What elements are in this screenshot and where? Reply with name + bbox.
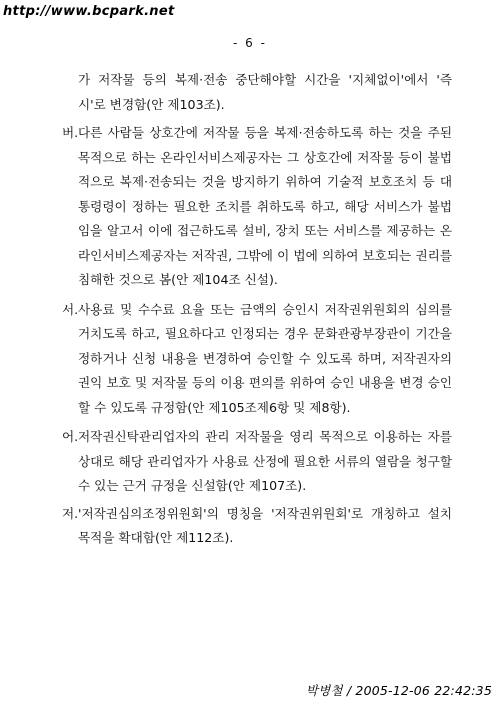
watermark-url: http://www.bcpark.net (3, 4, 175, 19)
paragraph-text: '저작권심의조정위원회'의 명칭을 '저작권위원회'로 개칭하고 설치 목적을 확대함(안 제112조). (78, 505, 452, 545)
paragraph-continuation (62, 68, 452, 117)
paragraph-text: 다른 사람들 상호간에 저작물 등을 복제·전송하도록 하는 것을 주된 목적으로 하는 온라인서비스제공자는 그 상호간에 저작물 등이 불법적으로 복제·전송되는 것을 방지하기 위하여 기술적 보호조치 등 대통령령이 정하는 필요한 조치를 취하도록 하고, 해당 서비스가 불법임을 알고서 이에 접근하도록 설비, 장치 또는 서비스를 제공하는 온라인서비스제공자는 저작권, 그밖에 이 법에 의하여 보호되는 권리를 침해한 것으로 봄(안 제104조 신설). (78, 125, 452, 287)
paragraph-marker: 서. (62, 301, 79, 317)
paragraph-marker: 저. (62, 505, 79, 521)
page-number: - 6 - (233, 36, 267, 50)
paragraph-jeo (62, 502, 452, 551)
paragraph-bu (62, 121, 452, 293)
author-timestamp: 박병철 / 2005-12-06 22:42:35 (305, 683, 492, 698)
paragraph-marker: 어. (62, 429, 79, 444)
paragraph-marker: 버. (62, 125, 79, 140)
paragraph-seo (62, 298, 452, 421)
paragraph-eo (62, 425, 452, 499)
document-body (62, 68, 452, 551)
paragraph-text: 사용료 및 수수료 요율 또는 금액의 승인시 저작권위원회의 심의를 거치도록 하고, 필요하다고 인정되는 경우 문화관광부장관이 기간을 정하거나 신청 내용을 변경하여 승인할 수 있도록 하며, 저작권자의 권익 보호 및 저작물 등의 이용 편의를 위하여 승인 내용을 변경 승인할 수 있도록 규정함(안 제105조제6항 및 제8항). (78, 301, 452, 415)
paragraph-text: 저작권신탁관리업자의 관리 저작물을 영리 목적으로 이용하는 자를 상대로 해당 관리업자가 사용료 산정에 필요한 서류의 열람을 청구할 수 있는 근거 규정을 신설함(안 제107조). (78, 429, 452, 493)
paragraph-text: 가 저작물 등의 복제·전송 중단해야할 시간을 '지체없이'에서 '즉시'로 변경함(안 제103조). (78, 72, 452, 112)
